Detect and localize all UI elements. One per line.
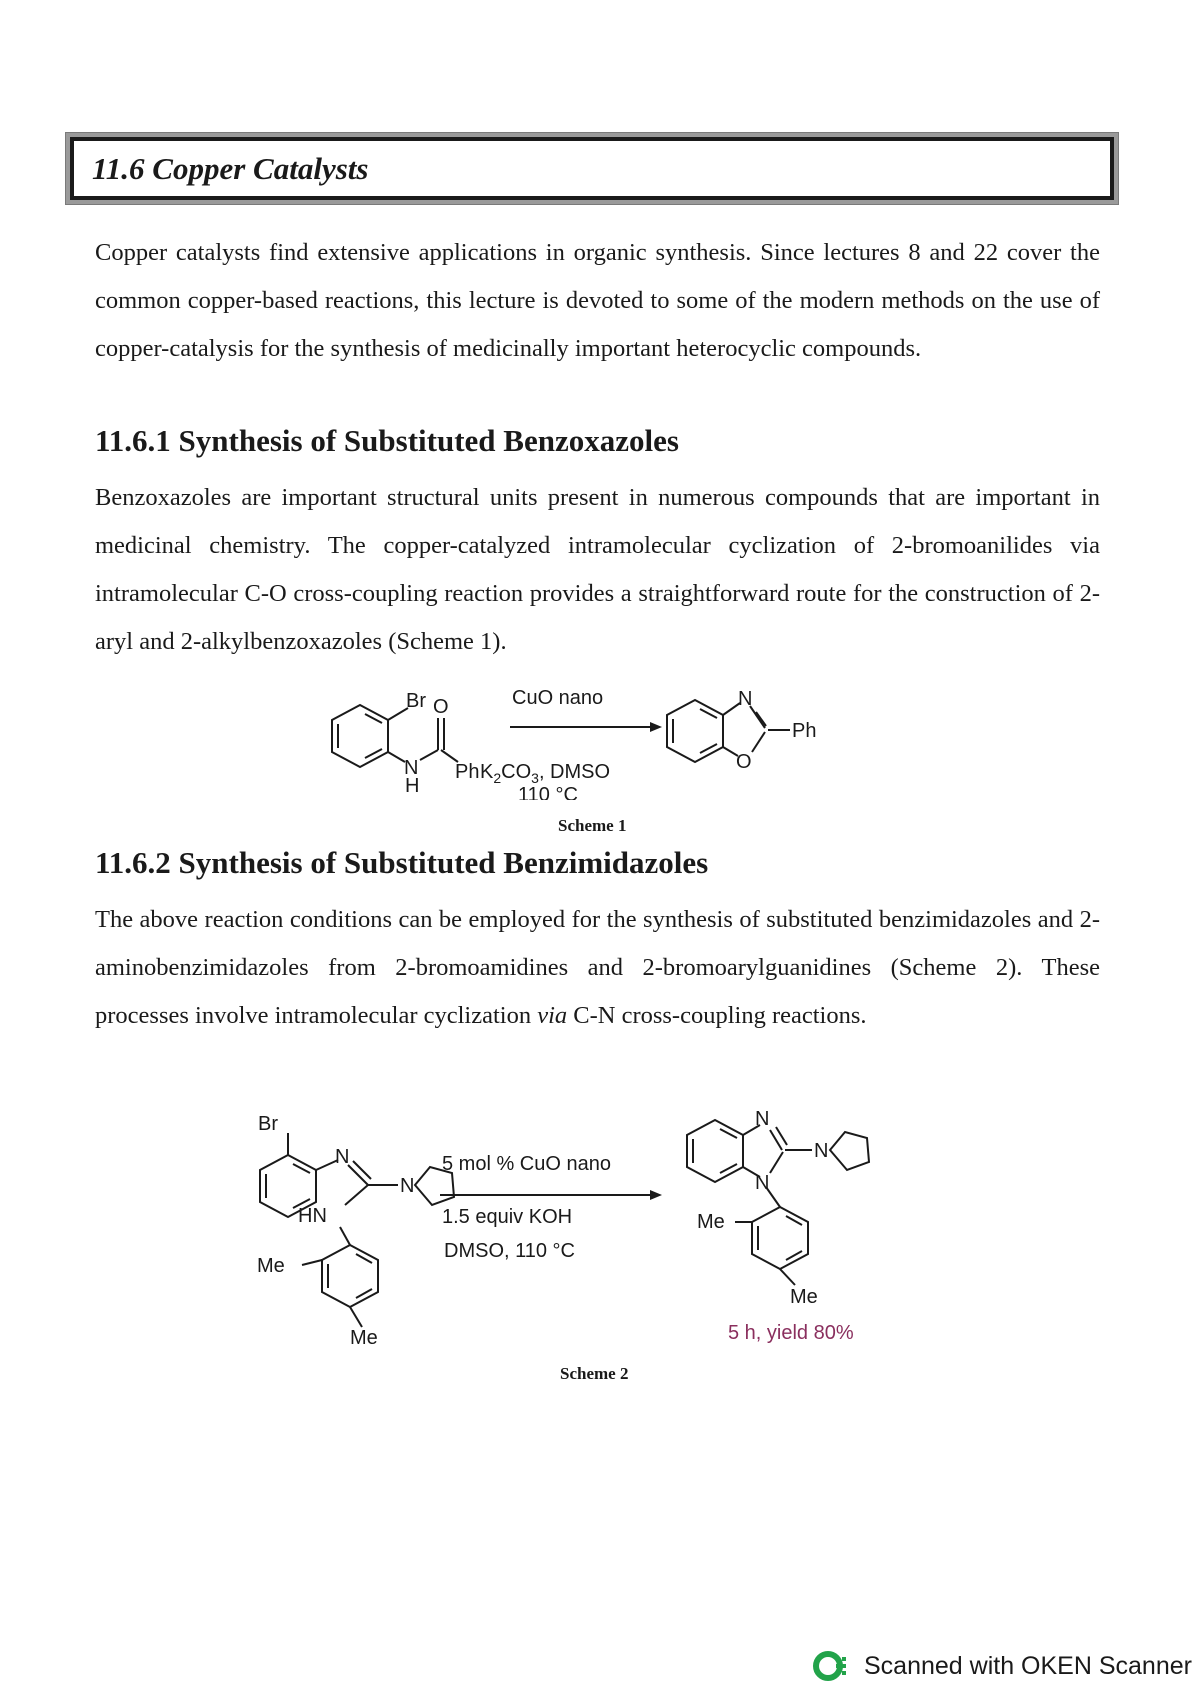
- scheme-1-diagram: [320, 670, 880, 800]
- benzoxazoles-paragraph: Benzoxazoles are important structural units present in numerous compounds that are important in medicinal chemistry. The copper-catalyzed intramolecular cyclization of 2-bromoanilides via intramolecular C-O cross-coupling reaction provides a straightforward route for the construction of 2-aryl and 2-alkylbenzoxazoles (Scheme 1).: [95, 484, 1100, 655]
- s1-h-label: H: [405, 775, 420, 797]
- s2-me2-label: Me: [350, 1327, 378, 1345]
- scanner-logo-icon: [812, 1650, 852, 1682]
- s1-n-label: N: [404, 757, 419, 779]
- s1-product-ph: Ph: [792, 720, 817, 742]
- scanner-watermark: [812, 1650, 1192, 1682]
- s2-product-me1: Me: [697, 1211, 725, 1233]
- s2-n-label: N: [335, 1146, 350, 1168]
- s2-condition-solvent: DMSO, 110 °C: [444, 1240, 575, 1262]
- s2-me1-label: Me: [257, 1255, 285, 1277]
- s1-ph-label: Ph: [455, 761, 480, 783]
- s2-product-npyr: N: [814, 1140, 829, 1162]
- s1-product-n: N: [738, 688, 753, 710]
- scanner-text: Scanned with OKEN Scanner: [864, 1651, 1192, 1680]
- intro-paragraph: Copper catalysts find extensive applications in organic synthesis. Since lectures 8 and 22 cover the common copper-based reactions, this lecture is devoted to some of the modern methods on the use of copper-catalysis for the synthesis of medicinally important heterocyclic compounds.: [95, 239, 1100, 362]
- scheme-1-caption: Scheme 1: [558, 816, 627, 835]
- s2-product-n2: N: [755, 1172, 770, 1194]
- heading-benzoxazoles: 11.6.1 Synthesis of Substituted Benzoxazoles: [95, 423, 679, 458]
- s2-condition-catalyst: 5 mol % CuO nano: [442, 1153, 611, 1175]
- scheme-2-diagram: [250, 1095, 950, 1345]
- s2-product-n1: N: [755, 1108, 770, 1130]
- s1-product-o: O: [736, 751, 752, 773]
- s2-condition-base: 1.5 equiv KOH: [442, 1206, 573, 1228]
- s2-hn-label: HN: [298, 1205, 327, 1227]
- s1-condition-base: $K_2CO_3$, DMSO: [480, 761, 611, 786]
- s1-br-label: Br: [406, 690, 426, 712]
- s1-o-label: O: [433, 696, 449, 718]
- s1-condition-temp: 110 °C: [518, 784, 578, 800]
- scheme-2-caption: Scheme 2: [560, 1364, 629, 1383]
- heading-benzimidazoles: 11.6.2 Synthesis of Substituted Benzimidazoles: [95, 845, 709, 880]
- s2-br-label: Br: [258, 1113, 278, 1135]
- section-title-box: [70, 137, 1114, 200]
- section-title: 11.6 Copper Catalysts: [92, 150, 369, 186]
- s2-product-me2: Me: [790, 1286, 818, 1308]
- s1-condition-catalyst: CuO nano: [512, 687, 604, 709]
- s2-npyr-label: N: [400, 1175, 415, 1197]
- s2-yield: 5 h, yield 80%: [728, 1322, 854, 1344]
- benzimidazoles-paragraph: The above reaction conditions can be employed for the synthesis of substituted benzimidazoles and 2-aminobenzimidazoles from 2-bromoamidines and 2-bromoarylguanidines (Scheme 2). These processes involve intramolecular cyclization via C-N cross-coupling reactions.: [95, 906, 1100, 1029]
